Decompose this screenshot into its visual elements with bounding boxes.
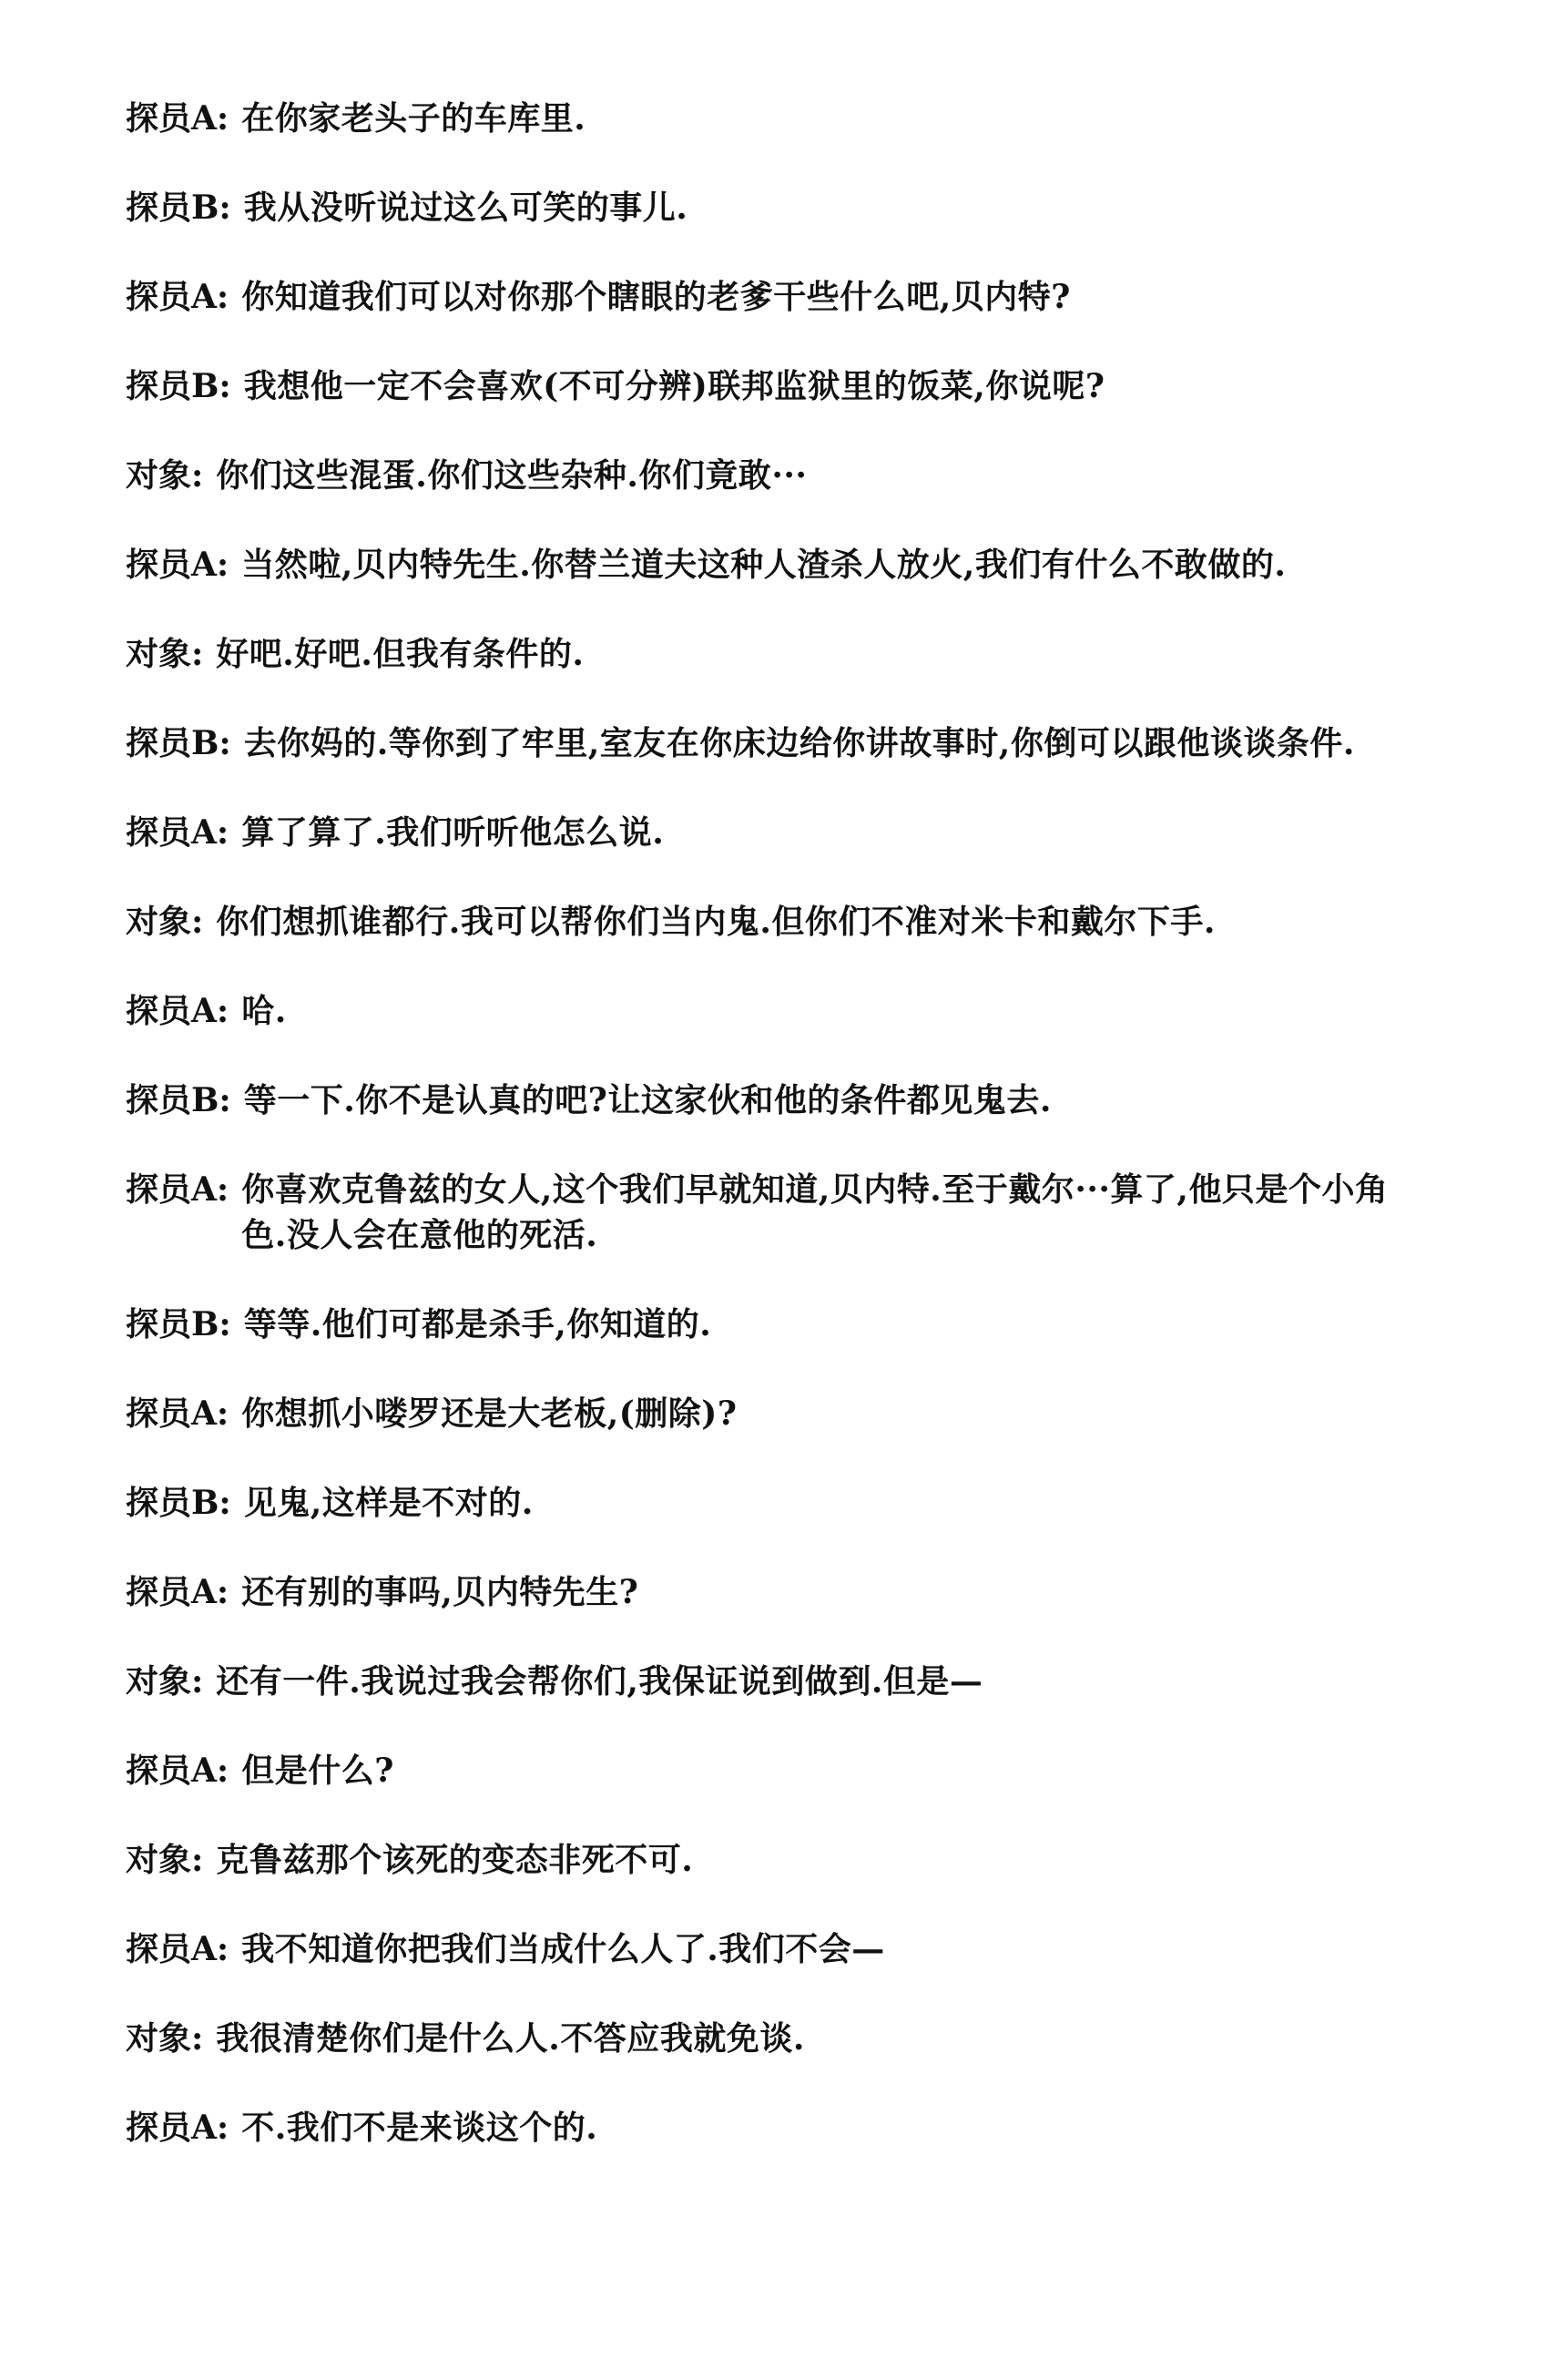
speaker-label: 探员B:	[126, 1305, 231, 1343]
dialogue-text: 去你妈的.等你到了牢里,室友在你床边给你讲故事时,你倒可以跟他谈谈条件.	[243, 724, 1355, 762]
transcript-line	[126, 185, 1419, 230]
speaker-label: 探员A:	[126, 1930, 229, 1968]
transcript-line	[126, 988, 1419, 1034]
speaker-label: 探员B:	[126, 1484, 231, 1522]
transcript-line	[126, 542, 1419, 587]
transcript-line	[126, 1926, 1419, 1972]
transcript-line	[126, 363, 1419, 409]
speaker-label: 探员B:	[126, 724, 231, 762]
dialogue-text: 哈.	[241, 992, 287, 1030]
transcript-line	[126, 1391, 1419, 1436]
dialogue-text: 算了算了.我们听听他怎么说.	[241, 813, 665, 852]
transcript-line	[126, 274, 1419, 320]
speaker-label: 探员A:	[126, 813, 229, 852]
speaker-label: 对象:	[126, 635, 204, 673]
speaker-label: 探员A:	[126, 2109, 229, 2147]
dialogue-text: 你们想抓谁都行.我可以帮你们当内鬼.但你们不准对米卡和戴尔下手.	[216, 903, 1216, 941]
transcript-line	[126, 631, 1419, 677]
transcript-line	[126, 1078, 1419, 1123]
dialogue-text: 但是什么?	[241, 1752, 394, 1790]
dialogue-text: 你想抓小喽罗还是大老板,(删除)?	[241, 1394, 738, 1433]
speaker-label: 对象:	[126, 456, 204, 495]
speaker-label: 对象:	[126, 2019, 204, 2058]
transcript-line	[126, 1167, 1419, 1258]
transcript-line	[126, 1569, 1419, 1615]
dialogue-text: 见鬼,这样是不对的.	[243, 1484, 534, 1522]
transcript-line	[126, 2105, 1419, 2150]
speaker-label: 探员A:	[126, 1573, 229, 1611]
transcript-line	[126, 810, 1419, 855]
speaker-label: 探员A:	[126, 546, 229, 584]
transcript-line	[126, 1659, 1419, 1704]
transcript-line	[126, 720, 1419, 766]
speaker-label: 对象:	[126, 1662, 204, 1701]
transcript-line	[126, 1480, 1419, 1526]
speaker-label: 对象:	[126, 1841, 204, 1879]
dialogue-text: 克鲁兹那个该死的变态非死不可.	[216, 1841, 694, 1879]
transcript-line	[126, 1837, 1419, 1883]
speaker-label: 探员A:	[126, 1170, 229, 1209]
transcript-line	[126, 1748, 1419, 1793]
speaker-label: 对象:	[126, 903, 204, 941]
speaker-label: 探员A:	[126, 992, 229, 1030]
dialogue-text: 我从没听说过这么可笑的事儿.	[243, 189, 688, 227]
dialogue-text: 我很清楚你们是什么人.不答应我就免谈.	[216, 2019, 805, 2058]
dialogue-text: 你们这些混蛋.你们这些杂种.你们竟敢···	[216, 456, 808, 495]
transcript-line	[126, 899, 1419, 945]
transcript-line	[126, 453, 1419, 498]
speaker-label: 探员A:	[126, 278, 229, 316]
speaker-label: 探员B:	[126, 189, 231, 227]
dialogue-text: 不.我们不是来谈这个的.	[241, 2109, 598, 2147]
dialogue-text: 在你家老头子的车库里.	[241, 99, 586, 138]
transcript-line	[126, 96, 1419, 141]
speaker-label: 探员B:	[126, 1081, 231, 1119]
dialogue-text: 我想他一定不会喜欢(不可分辨)联邦监狱里的饭菜,你说呢?	[243, 367, 1105, 405]
dialogue-text: 好吧.好吧.但我有条件的.	[216, 635, 585, 673]
speaker-label: 探员A:	[126, 1394, 229, 1433]
dialogue-text: 等一下.你不是认真的吧?让这家伙和他的条件都见鬼去.	[243, 1081, 1052, 1119]
dialogue-text: 你喜欢克鲁兹的女人,这个我们早就知道,贝内特.至于戴尔···算了,他只是个小角色.没人会在意他的死活.	[241, 1170, 1389, 1254]
speaker-label: 探员A:	[126, 1752, 229, 1790]
dialogue-text: 还有一件.我说过我会帮你们,我保证说到做到.但是—	[216, 1662, 983, 1701]
dialogue-text: 你知道我们可以对你那个瞎眼的老爹干些什么吧,贝内特?	[241, 278, 1071, 316]
transcript-line	[126, 1302, 1419, 1347]
dialogue-text: 当然啦,贝内特先生.你替兰道夫这种人渣杀人放火,我们有什么不敢做的.	[241, 546, 1287, 584]
interrogation-transcript	[126, 96, 1419, 2194]
speaker-label: 探员B:	[126, 367, 231, 405]
dialogue-text: 我不知道你把我们当成什么人了.我们不会—	[241, 1930, 885, 1968]
dialogue-text: 还有别的事吗,贝内特先生?	[241, 1573, 639, 1611]
dialogue-text: 等等.他们可都是杀手,你知道的.	[243, 1305, 712, 1343]
transcript-line	[126, 2016, 1419, 2061]
speaker-label: 探员A:	[126, 99, 229, 138]
